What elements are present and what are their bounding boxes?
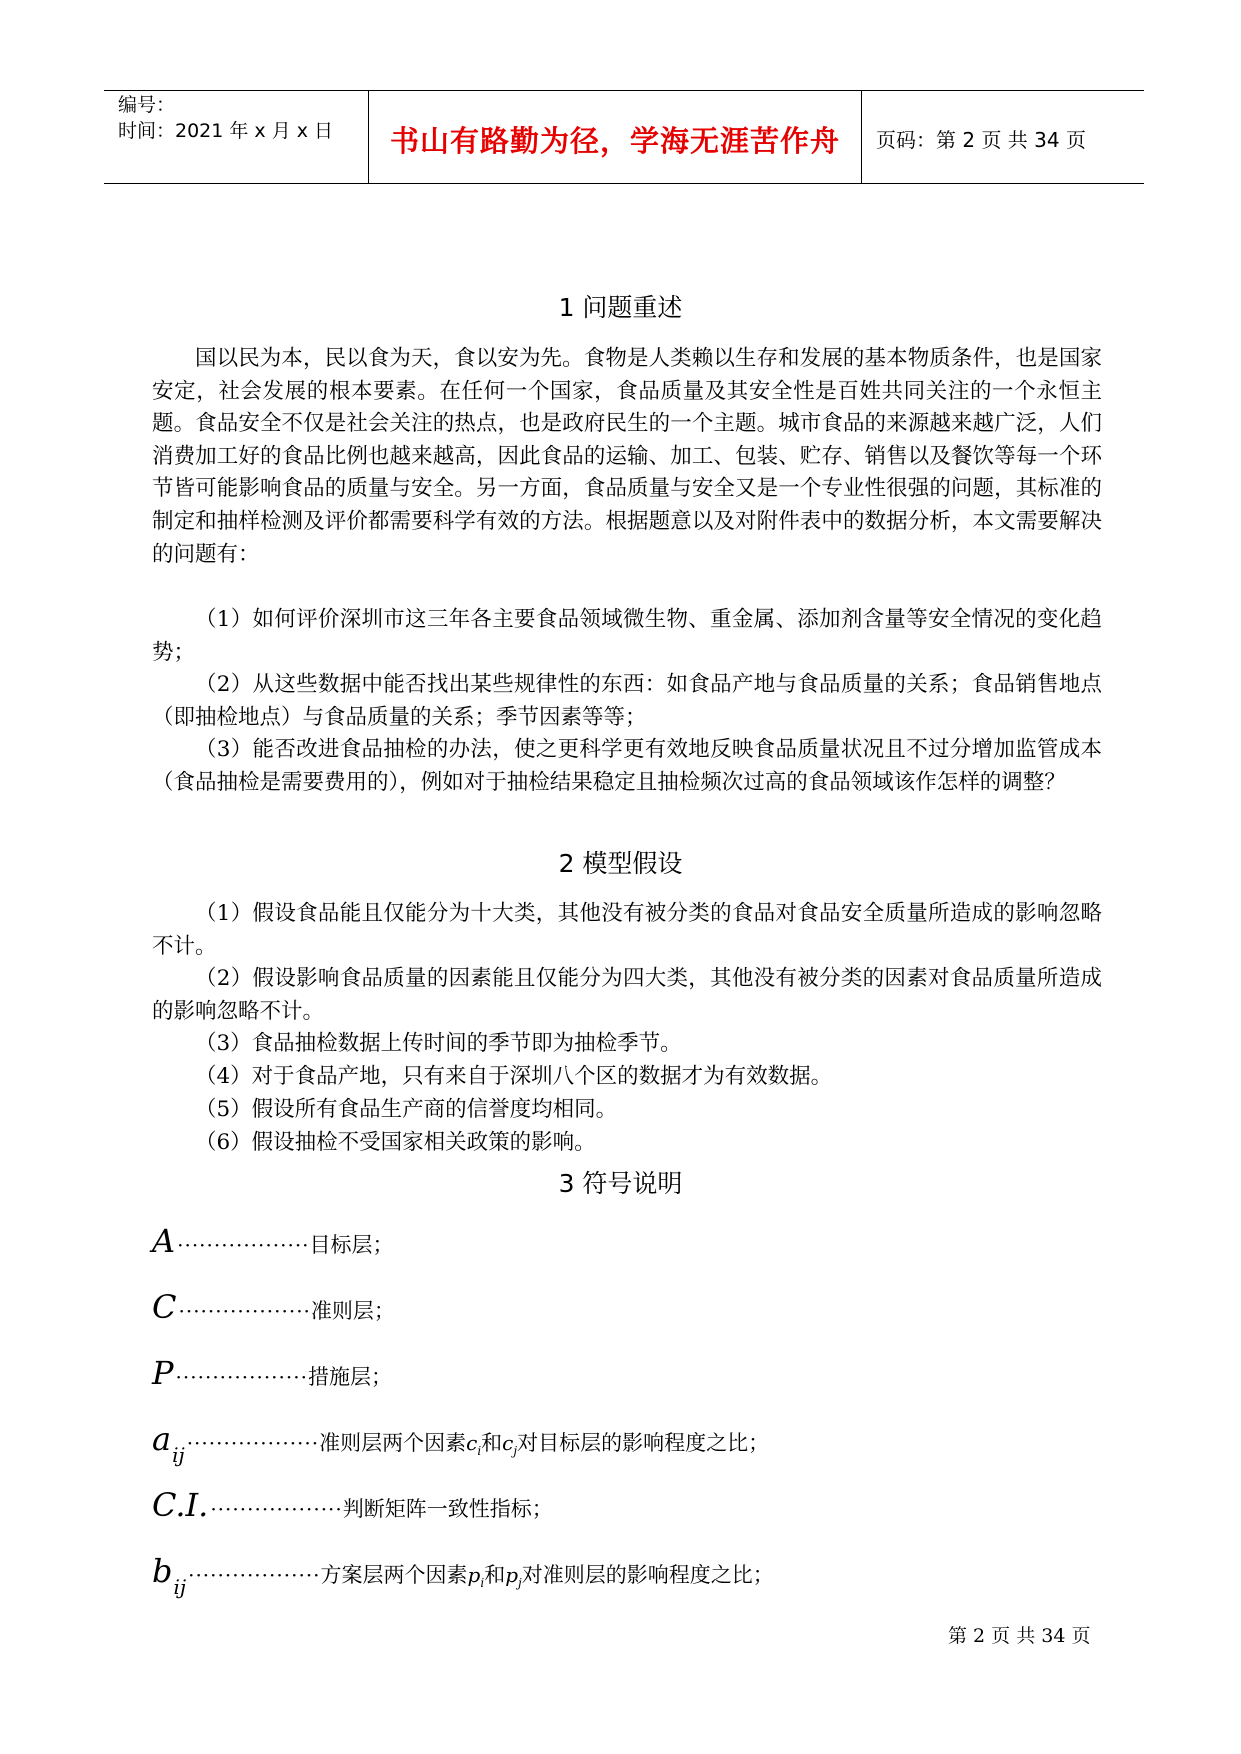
document-number-label: 编号： — [118, 94, 176, 116]
section1-question-3: （3）能否改进食品抽检的办法，使之更科学更有效地反映食品质量状况且不过分增加监管成本（食品抽检是需要费用的），例如对于抽检结果稳定且抽检频次过高的食品领域该作怎样的调整？ — [152, 737, 1102, 795]
symbol-row-CI — [152, 1486, 553, 1536]
symbol-description-prefix: 方案层两个因素 — [320, 1563, 468, 1587]
symbol-description-suffix: 对目标层的影响程度之比； — [517, 1431, 770, 1455]
header-page-cell — [862, 91, 1144, 183]
variable-subscript: i — [477, 1444, 482, 1458]
conjunction: 和 — [481, 1431, 503, 1455]
section1-question-1: （1）如何评价深圳市这三年各主要食品领域微生物、重金属、添加剂含量等安全情况的变化趋势； — [152, 607, 1102, 665]
symbol: b — [152, 1552, 173, 1590]
symbol-description: 措施层； — [307, 1365, 392, 1389]
symbol-description-suffix: 对准则层的影响程度之比； — [521, 1563, 774, 1587]
symbol: A — [152, 1222, 176, 1260]
assumption-6: （6）假设抽检不受国家相关政策的影响。 — [195, 1130, 596, 1155]
leader-dots: ·················· — [178, 1299, 311, 1323]
section-title-problem-restatement: 1 问题重述 — [558, 293, 683, 322]
section1-question-2: （2）从这些数据中能否找出某些规律性的东西：如食品产地与食品质量的关系；食品销售地点（即抽检地点）与食品质量的关系；季节因素等等； — [152, 672, 1102, 730]
symbol-description: 准则层； — [310, 1299, 395, 1323]
symbol-description: 目标层； — [309, 1233, 394, 1257]
assumption-5: （5）假设所有食品生产商的信誉度均相同。 — [195, 1097, 618, 1122]
symbol: C — [152, 1288, 177, 1326]
section1-paragraph: 国以民为本，民以食为天，食以安为先。食物是人类赖以生存和发展的基本物质条件，也是国家安定，社会发展的根本要素。在任何一个国家，食品质量及其安全性是百姓共同关注的一个永恒主题。食品安全不仅是社会关注的热点，也是政府民生的一个主题。城市食品的来源越来越广泛，人们消费加工好的食品比例也越来越高，因此食品的运输、加工、包装、贮存、销售以及餐饮等每一个环节皆可能影响食品的质量与安全。另一方面，食品质量与安全又是一个专业性很强的问题，其标准的制定和抽样检测及评价都需要科学有效的方法。根据题意以及对附件表中的数据分析，本文需要解决的问题有： — [152, 346, 1102, 567]
assumption-2: （2）假设影响食品质量的因素能且仅能分为四大类，其他没有被分类的因素对食品质量所造成的影响忽略不计。 — [152, 966, 1102, 1024]
section-title-model-assumptions: 2 模型假设 — [558, 849, 683, 878]
assumption-4: （4）对于食品产地，只有来自于深圳八个区的数据才为有效数据。 — [195, 1064, 833, 1089]
symbol-row-A — [152, 1222, 394, 1272]
variable-subscript: j — [513, 1444, 518, 1458]
symbol-subscript: ij — [173, 1575, 187, 1599]
symbol-description-prefix: 准则层两个因素 — [319, 1431, 467, 1455]
variable: p — [505, 1563, 518, 1587]
assumption-3: （3）食品抽检数据上传时间的季节即为抽检季节。 — [195, 1031, 682, 1056]
header-motto-cell — [369, 91, 862, 183]
section-title-symbol-explanation: 3 符号说明 — [558, 1169, 683, 1198]
variable: c — [502, 1431, 514, 1455]
symbol-row-P — [152, 1354, 392, 1404]
variable: p — [467, 1563, 481, 1587]
leader-dots: ·················· — [186, 1431, 320, 1455]
symbol: a — [152, 1420, 172, 1458]
leader-dots: ·················· — [210, 1497, 343, 1521]
symbol: P — [152, 1354, 174, 1392]
symbol-description: 判断矩阵一致性指标； — [342, 1497, 553, 1521]
document-time-label: 时间：2021 年 x 月 x 日 — [118, 120, 334, 142]
leader-dots: ·················· — [177, 1233, 310, 1257]
header-page-number: 页码：第 2 页 共 34 页 — [876, 128, 1086, 152]
variable-subscript: j — [518, 1576, 522, 1590]
leader-dots: ·················· — [188, 1563, 321, 1587]
leader-dots: ·················· — [175, 1365, 308, 1389]
symbol-subscript: ij — [172, 1443, 185, 1467]
page-footer: 第 2 页 共 34 页 — [948, 1625, 1091, 1647]
symbol: C.I. — [152, 1486, 209, 1524]
variable-subscript: i — [480, 1576, 485, 1590]
symbol-row-aij — [152, 1420, 769, 1470]
conjunction: 和 — [484, 1563, 506, 1587]
variable: c — [466, 1431, 478, 1455]
header-motto: 书山有路勤为径，学海无涯苦作舟 — [389, 124, 840, 158]
symbol-row-C — [152, 1288, 395, 1338]
assumption-1: （1）假设食品能且仅能分为十大类，其他没有被分类的食品对食品安全质量所造成的影响忽略不计。 — [152, 901, 1102, 959]
page-header-table — [104, 90, 1144, 184]
symbol-row-bij — [152, 1552, 774, 1602]
header-info-cell — [104, 91, 369, 183]
